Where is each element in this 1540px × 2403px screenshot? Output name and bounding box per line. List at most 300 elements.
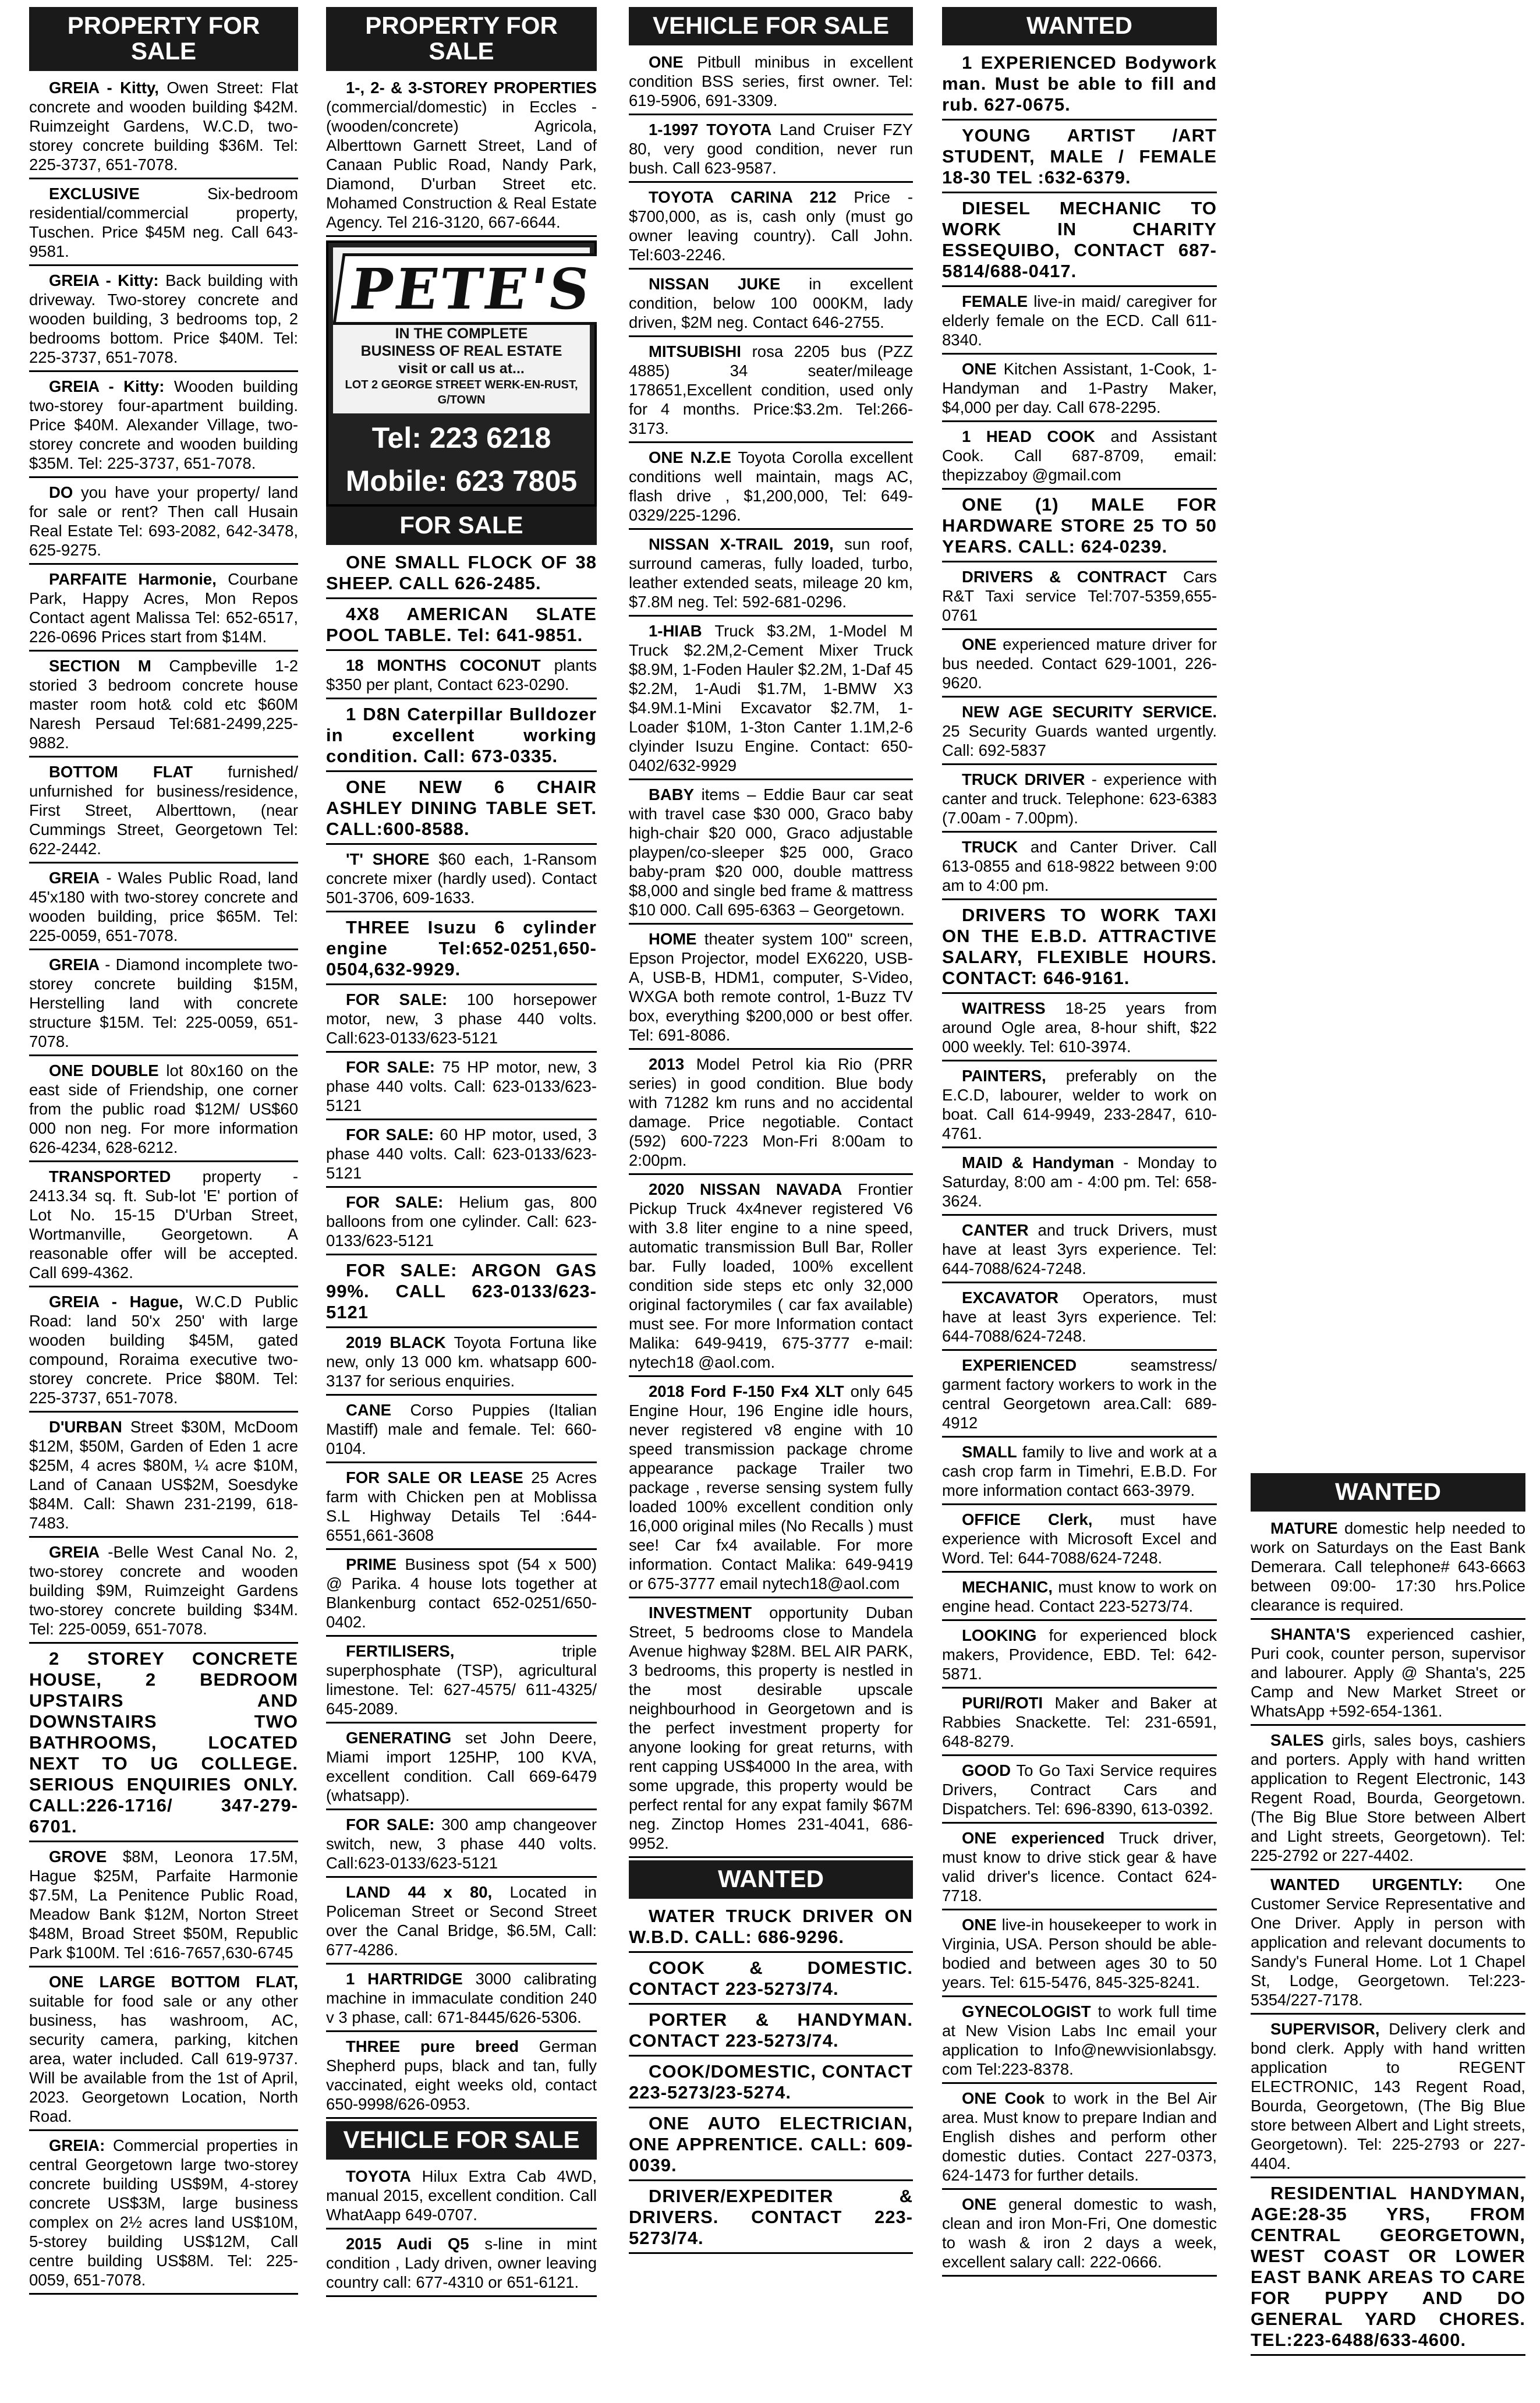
- ad-text: Helium gas, 800 balloons from one cylinder. Call: 623-0133/623-5121: [326, 1193, 597, 1250]
- classified-ad: [326, 601, 597, 651]
- ad-text: live-in housekeeper to work in Virginia, USA. Person should be able-bodied and between ages 30 to 50 years. Tel: 615-5476, 845-325-8241.: [942, 1916, 1217, 1991]
- ad-lead: 1 HEAD COOK: [962, 427, 1095, 445]
- ad-text: triple superphosphate (TSP), agricultural limestone. Tel: 627-4575/ 611-4325/ 645-2089.: [326, 1642, 597, 1718]
- ad-text: Cars R&T Taxi service Tel:707-5359,655-0761: [942, 568, 1217, 624]
- ad-lead: FOR SALE:: [346, 990, 448, 1008]
- ad-lead: ONE: [962, 360, 997, 378]
- ad-text: 75 HP motor, new, 3 phase 440 volts. Call: 623-0133/623-5121: [326, 1058, 597, 1114]
- ad-text: COOK/DOMESTIC, CONTACT 223-5273/23-5274.: [629, 2061, 913, 2103]
- classified-ad: [29, 374, 298, 478]
- classified-ad: [942, 1999, 1217, 2084]
- classified-ad: [326, 1398, 597, 1463]
- classified-ad: [29, 76, 298, 179]
- ad-text: Truck $3.2M, 1-Model M Truck $2.2M,2-Cement Mixer Truck $8.9M, 1-Foden Hauler $2.2M, 1-Daf 45 $2.2M, 1-Audi $1.7M, 1-BMW X3 $4.9M.1-Mini Excavator $2.7M, 1-Loader $10M, 1-3ton Canter 1.1M,2-6 clyinder Isuzu Engine. Contact: 650-0402/632-9929: [629, 622, 913, 774]
- ad-lead: ONE experienced: [962, 1829, 1105, 1847]
- ad-text: 1 D8N Caterpillar Bulldozer in excellent working condition. Call: 673-0335.: [326, 704, 597, 766]
- classified-ad: [629, 1379, 913, 1598]
- classified-ad: [942, 424, 1217, 490]
- ad-text: Located in Policeman Street or Second Street over the Canal Bridge, $6.5M, Call: 677-4286.: [326, 1883, 597, 1959]
- ad-text: live-in maid/ caregiver for elderly female on the ECD. Call 611-8340.: [942, 292, 1217, 349]
- classified-ad: [629, 1177, 913, 1377]
- ad-text: preferably on the E.C.D, labourer, welder to work on boat. Call 614-9949, 233-2847, 610-4761.: [942, 1067, 1217, 1142]
- ad-text: To Go Taxi Service requires Drivers, Contract Cars and Dispatchers. Tel: 696-8390, 613-0392.: [942, 1761, 1217, 1818]
- classified-ad: [29, 1970, 298, 2131]
- classified-ad: [29, 268, 298, 372]
- classified-ad: [326, 1880, 597, 1965]
- ad-text: plants $350 per plant, Contact 623-0290.: [326, 656, 597, 693]
- classified-ad: [629, 783, 913, 925]
- ad-text: ONE AUTO ELECTRICIAN, ONE APPRENTICE. CALL: 609-0039.: [629, 2113, 913, 2175]
- ad-text: $8M, Leonora 17.5M, Hague $25M, Parfaite Harmonie $7.5M, La Penitence Public Road, Meadow Bank $12M, Norton Street $48M, Broad Street $50M, Republic Park $100M. Tel :616-7657,630-6745: [29, 1848, 298, 1962]
- ad-lead: 'T' SHORE: [346, 850, 430, 868]
- classified-ad: [629, 2007, 913, 2057]
- ad-text: 18-25 years from around Ogle area, 8-hour shift, $22 000 weekly. Tel: 610-3974.: [942, 999, 1217, 1056]
- classified-ad: [1251, 1622, 1525, 1726]
- realtor-tagline-2: BUSINESS OF REAL ESTATE: [360, 343, 562, 359]
- classified-ad: [326, 2034, 597, 2119]
- classified-ad: [326, 1813, 597, 1878]
- ad-lead: PURI/ROTI: [962, 1694, 1043, 1712]
- ad-text: set John Deere, Miami import 125HP, 100 KVA, excellent condition. Call 669-6479 (whatsapp).: [326, 1729, 597, 1804]
- ad-text: 4X8 AMERICAN SLATE POOL TABLE. Tel: 641-9851.: [326, 604, 597, 645]
- ad-lead: 2020 NISSAN NAVADA: [649, 1180, 842, 1198]
- ad-text: DRIVER/EXPEDITER & DRIVERS. CONTACT 223-5273/74.: [629, 2186, 913, 2248]
- ad-text: to work full time at New Vision Labs Inc email your application to Info@newvisionlabsgy. com Tel:223-8378.: [942, 2002, 1217, 2078]
- column-3: [629, 7, 913, 2256]
- ad-lead: LAND 44 x 80,: [346, 1883, 493, 1901]
- ad-lead: DO: [49, 483, 73, 501]
- ad-text: theater system 100" screen, Epson Projector, model EX6220, USB-A, USB-B, HDM1, computer, S-Video, WXGA both remote control, 1-Buzz TV box, everything $200,000 or best offer. Tel: 691-8086.: [629, 930, 913, 1044]
- ad-lead: WANTED URGENTLY:: [1270, 1875, 1463, 1894]
- ad-text: W.C.D Public Road: land 50'x 250' with large wooden building $45M, gated compound, Roraima executive two- storey concrete. Price $80M. Tel: 225-3737, 651-7078.: [29, 1293, 298, 1407]
- ad-text: 1 EXPERIENCED Bodywork man. Must be able to fill and rub. 627-0675.: [942, 52, 1217, 115]
- classified-ad: [942, 50, 1217, 121]
- classified-ad: [29, 1165, 298, 1287]
- classified-ad: [629, 339, 913, 443]
- ad-text: domestic help needed to work on Saturdays on the East Bank Demerara. Call telephone# 643-6663 between 09:00- 17:30 hrs.Police clearance is required.: [1251, 1519, 1525, 1614]
- ad-text: Price - $700,000, as is, cash only (must go owner leaving country). Call John. Tel:603-2246.: [629, 188, 913, 264]
- ad-lead: EXCAVATOR: [962, 1289, 1059, 1307]
- classified-ad: [29, 1290, 298, 1413]
- ad-text: ONE (1) MALE FOR HARDWARE STORE 25 TO 50 YEARS. CALL: 624-0239.: [942, 494, 1217, 557]
- classified-ad: [326, 847, 597, 912]
- ad-text: - Diamond incomplete two-storey concrete building $15M, Herstelling land with concrete structure $15M. Tel: 225-0059, 651-7078.: [29, 955, 298, 1050]
- classified-ad: [942, 767, 1217, 833]
- ad-lead: FOR SALE OR LEASE: [346, 1468, 523, 1487]
- ad-lead: TRANSPORTED: [49, 1167, 171, 1185]
- ad-lead: GOOD: [962, 1761, 1011, 1779]
- ad-text: 2 STOREY CONCRETE HOUSE, 2 BEDROOM UPSTAIRS AND DOWNSTAIRS TWO BATHROOMS, LOCATED NEXT TO UG COLLEGE. SERIOUS ENQUIRIES ONLY. CALL:226-1716/ 347-279-6701.: [29, 1648, 298, 1836]
- ad-text: FOR SALE: ARGON GAS 99%. CALL 623-0133/623-5121: [326, 1260, 597, 1322]
- section-heading: VEHICLE FOR SALE: [326, 2121, 597, 2160]
- ad-lead: ONE: [962, 635, 997, 653]
- ad-text: ONE SMALL FLOCK OF 38 SHEEP. CALL 626-2485.: [326, 552, 597, 593]
- classified-ad: [942, 1286, 1217, 1351]
- realtor-advert: [326, 240, 597, 507]
- classified-ad: [629, 1601, 913, 1858]
- ad-lead: PAINTERS,: [962, 1067, 1046, 1085]
- ad-text: you have your property/ land for sale or rent? Then call Husain Real Estate Tel: 693-2082, 642-3478, 625-9275.: [29, 483, 298, 559]
- classified-ad: [629, 927, 913, 1050]
- ad-text: Kitchen Assistant, 1-Cook, 1-Handyman and 1-Pastry Maker, $4,000 per day. Call 678-2295.: [942, 360, 1217, 416]
- ad-lead: GREIA: [49, 1543, 100, 1561]
- classified-ad: [326, 702, 597, 772]
- section-heading: WANTED: [1251, 1473, 1525, 1512]
- classified-ad: [942, 632, 1217, 698]
- ad-text: must know to work on engine head. Contact 223-5273/74.: [942, 1578, 1217, 1615]
- classified-ad: [29, 182, 298, 266]
- ad-lead: ONE LARGE BOTTOM FLAT,: [49, 1973, 298, 1991]
- ad-lead: ONE: [649, 53, 684, 71]
- classified-ad: [326, 1552, 597, 1637]
- ad-lead: FEMALE: [962, 292, 1028, 310]
- ad-text: PORTER & HANDYMAN. CONTACT 223-5273/74.: [629, 2009, 913, 2051]
- classified-ad: [29, 1540, 298, 1644]
- ad-lead: GREIA: [49, 869, 100, 887]
- classified-ad: [326, 550, 597, 599]
- ad-text: general domestic to wash, clean and iron Mon-Fri, One domestic to wash & iron 2 days a week, excellent salary call: 222-0666.: [942, 2195, 1217, 2271]
- section-heading: FOR SALE: [326, 507, 597, 545]
- classified-ad: [942, 1151, 1217, 1216]
- ad-text: seamstress/ garment factory workers to work in the central Georgetown area.Call: 689-4912: [942, 1356, 1217, 1432]
- ad-text: Model Petrol kia Rio (PRR series) in good condition. Blue body with 71282 km runs and no accidental damage. Price negotiable. Contact (592) 600-7223 Mon-Fri 8:00am to 2:00pm.: [629, 1055, 913, 1169]
- classified-ad: [326, 1123, 597, 1188]
- realtor-mobile: Mobile: 623 7805: [345, 465, 578, 497]
- ad-lead: SHANTA'S: [1270, 1625, 1351, 1643]
- section-heading: PROPERTY FOR SALE: [326, 7, 597, 71]
- classified-ad: [29, 953, 298, 1056]
- classified-ad: [326, 2232, 597, 2297]
- ad-text: and Assistant Cook. Call 687-8709, email: thepizzaboy @gmail.com: [942, 427, 1217, 484]
- ad-lead: GENERATING: [346, 1729, 452, 1747]
- ad-text: 100 horsepower motor, new, 3 phase 440 volts. Call:623-0133/623-5121: [326, 990, 597, 1047]
- ad-text: experienced mature driver for bus needed. Contact 629-1001, 226-9620.: [942, 635, 1217, 692]
- ad-lead: SUPERVISOR,: [1270, 2020, 1380, 2038]
- ad-lead: GREIA - Kitty:: [49, 271, 159, 289]
- ad-lead: DRIVERS & CONTRACT: [962, 568, 1167, 586]
- realtor-tagline-1: IN THE COMPLETE: [395, 325, 528, 342]
- ad-lead: MITSUBISHI: [649, 342, 741, 360]
- ad-text: 25 Security Guards wanted urgently. Call: 692-5837: [942, 722, 1217, 759]
- classified-ad: [326, 1330, 597, 1396]
- classified-ad: [942, 1691, 1217, 1756]
- ad-lead: MECHANIC,: [962, 1578, 1053, 1596]
- ad-text: property - 2413.34 sq. ft. Sub-lot 'E' portion of Lot No. 15-15 D'Urban Street, Wortmanville, Georgetown. A reasonable offer will be accepted. Call 699-4362.: [29, 1167, 298, 1282]
- ad-lead: MAID & Handyman: [962, 1153, 1114, 1172]
- ad-text: Hilux Extra Cab 4WD, manual 2015, excellent condition. Call WhatAapp 649-0707.: [326, 2167, 597, 2224]
- classified-ad: [326, 1726, 597, 1810]
- ad-lead: FOR SALE:: [346, 1126, 434, 1144]
- ad-text: German Shepherd pups, black and tan, fully vaccinated, eight weeks old, contact 650-9998/626-0953.: [326, 2037, 597, 2113]
- classified-ad: [326, 1466, 597, 1550]
- classified-ad: [629, 445, 913, 530]
- section-heading: WANTED: [629, 1860, 913, 1899]
- ad-text: Delivery clerk and bond clerk. Apply with hand written application to REGENT ELECTRONIC, 143 Regent Road, Bourda, Georgetown, (The Big Blue store between Albert and Light streets, Georgetown). Tel: 225-2793 or 227-4404.: [1251, 2020, 1525, 2172]
- ad-text: 25 Acres farm with Chicken pen at Moblissa S.L Highway Details Tel :644-6551,661-3608: [326, 1468, 597, 1544]
- ad-lead: GREIA - Kitty:: [49, 377, 165, 395]
- ad-lead: 2018 Ford F-150 Fx4 XLT: [649, 1382, 844, 1400]
- ad-text: Toyota Corolla excellent conditions well maintain, mags AC, flash drive , $1,200,000, Tel: 649-0329/225-1296.: [629, 448, 913, 524]
- classified-ad: [942, 1440, 1217, 1505]
- classified-ad: [326, 2164, 597, 2229]
- classified-ad: [326, 988, 597, 1053]
- ad-lead: ONE DOUBLE: [49, 1061, 159, 1080]
- ad-lead: EXCLUSIVE: [49, 185, 140, 203]
- ad-lead: INVESTMENT: [649, 1604, 752, 1622]
- ad-lead: 1-1997 TOYOTA: [649, 121, 772, 139]
- ad-lead: ONE: [962, 2195, 997, 2213]
- classified-ad: [629, 185, 913, 270]
- classified-ad: [942, 123, 1217, 193]
- classified-ad: [942, 1064, 1217, 1148]
- ad-text: Corso Puppies (Italian Mastiff) male and female. Tel: 660-0104.: [326, 1401, 597, 1457]
- classified-ad: [1251, 1873, 1525, 2015]
- ad-lead: 1 HARTRIDGE: [346, 1970, 463, 1988]
- ad-text: items – Eddie Baur car seat with travel case $30 000, Graco baby high-chair $20 000, Graco adjustable playpen/co-sleeper $25 000, Graco baby-pram $20 000, double mattress $8,000 and single bed frame & mattress $10 000. Call 695-6363 – Georgetown.: [629, 785, 913, 919]
- ad-text: YOUNG ARTIST /ART STUDENT, MALE / FEMALE 18-30 TEL :632-6379.: [942, 125, 1217, 187]
- classified-ad: [326, 1055, 597, 1120]
- ad-lead: CANTER: [962, 1221, 1029, 1239]
- ad-text: Owen Street: Flat concrete and wooden building $42M. Ruimzeight Gardens, W.C.D, two-storey concrete building $36M. Tel: 225-3737, 651-7078.: [29, 79, 298, 174]
- classified-ad: [629, 2183, 913, 2254]
- ad-lead: GREIA - Kitty,: [49, 79, 159, 97]
- ad-lead: SECTION M: [49, 657, 151, 675]
- ad-text: 3000 calibrating machine in immaculate condition 240 v 3 phase, call: 671-8445/626-5306.: [326, 1970, 597, 2026]
- ad-lead: FOR SALE:: [346, 1815, 435, 1834]
- ad-lead: NISSAN JUKE: [649, 275, 781, 293]
- ad-text: Back building with driveway. Two-storey concrete and wooden building, 3 bedrooms top, 2 bedrooms bottom. Price $40M. Tel: 225-3737, 651-7078.: [29, 271, 298, 366]
- ad-text: DRIVERS TO WORK TAXI ON THE E.B.D. ATTRACTIVE SALARY, FLEXIBLE HOURS. CONTACT: 646-9161.: [942, 905, 1217, 988]
- ad-lead: TOYOTA CARINA 212: [649, 188, 837, 206]
- classified-ad: [942, 1758, 1217, 1824]
- ad-lead: 1-HIAB: [649, 622, 702, 640]
- realtor-logo-panel: [333, 247, 596, 413]
- ad-text: s-line in mint condition , Lady driven, owner leaving country call: 677-4310 or 651-6121.: [326, 2235, 597, 2291]
- ad-lead: THREE pure breed: [346, 2037, 519, 2055]
- section-heading: VEHICLE FOR SALE: [629, 7, 913, 45]
- ad-text: 60 HP motor, used, 3 phase 440 volts. Call: 623-0133/623-5121: [326, 1126, 597, 1182]
- ad-lead: ONE Cook: [962, 2089, 1045, 2107]
- ad-text: Campbeville 1-2 storied 3 bedroom concrete house master room hot& cold etc $60M Naresh Persaud Tel:681-2499,225-9882.: [29, 657, 298, 752]
- classified-ad: [942, 492, 1217, 562]
- realtor-telephone: Tel: 223 6218: [371, 422, 551, 454]
- ad-text: Street $30M, McDoom $12M, $50M, Garden of Eden 1 acre $25M, 4 acres $80M, ¼ acre $10M, Land of Canaan US$2M, Soesdyke $84M. Call: Shawn 231-2199, 618-7483.: [29, 1418, 298, 1532]
- classified-ad: [942, 996, 1217, 1061]
- ad-text: Land Cruiser FZY 80, very good condition, never run bush. Call 623-9587.: [629, 121, 913, 177]
- ad-text: Courbane Park, Happy Acres, Mon Repos Contact agent Malissa Tel: 652-6517, 226-0696 Prices start from $14M.: [29, 570, 298, 646]
- ad-lead: GREIA:: [49, 2136, 105, 2154]
- ad-text: family to live and work at a cash crop farm in Timehri, E.B.D. For more information contact 663-3979.: [942, 1443, 1217, 1499]
- ad-lead: MATURE: [1270, 1519, 1338, 1537]
- ad-lead: D'URBAN: [49, 1418, 122, 1436]
- ad-text: $60 each, 1-Ransom concrete mixer (hardly used). Contact 501-3706, 609-1633.: [326, 850, 597, 907]
- column-2: [326, 7, 597, 2299]
- ad-lead: PARFAITE Harmonie,: [49, 570, 217, 588]
- classified-ad: [29, 2133, 298, 2295]
- ad-lead: BABY: [649, 785, 694, 804]
- classified-ad: [29, 1415, 298, 1538]
- classified-ad: [629, 532, 913, 617]
- realtor-tagline-3: visit or call us at...: [398, 360, 525, 377]
- ad-text: Six-bedroom residential/commercial property, Tuschen. Price $45M neg. Call 643-9581.: [29, 185, 298, 260]
- ad-text: Truck driver, must know to drive stick gear & have valid driver's licence. Contact 624-7718.: [942, 1829, 1217, 1905]
- ad-text: (commercial/domestic) in Eccles - (wooden/concrete) Agricola, Alberttown Garnett Street, Land of Canaan Public Road, Nandy Park, Diamond, D'urban Street etc. Mohamed Construction & Real Estate Agency. Tel 216-3120, 667-6644.: [326, 98, 597, 231]
- classified-ad: [326, 915, 597, 985]
- ad-lead: EXPERIENCED: [962, 1356, 1077, 1374]
- ad-text: in excellent condition, below 100 000KM, lady driven, $2M neg. Contact 646-2755.: [629, 275, 913, 331]
- classified-ad: [629, 2059, 913, 2108]
- ad-text: - experience with canter and truck. Telephone: 623-6383 (7.00am - 7.00pm).: [942, 770, 1217, 827]
- ad-text: RESIDENTIAL HANDYMAN, AGE:28-35 YRS, FROM CENTRAL GEORGETOWN, WEST COAST OR LOWER EAST BANK AREAS TO CARE FOR PUPPY AND DO GENERAL YARD CHORES. TEL:223-6488/633-4600.: [1251, 2183, 1525, 2350]
- ad-lead: ONE N.Z.E: [649, 448, 731, 466]
- ad-text: 300 amp changeover switch, new, 3 phase 440 volts. Call:623-0133/623-5121: [326, 1815, 597, 1872]
- ad-text: only 645 Engine Hour, 196 Engine idle hours, never registered v8 engine with 10 speed transmission package chrome appearance package Trailer two package , reverse sensing system fully loaded 100% excellent condition only 16,000 original miles (No Recalls ) must see! Car fx4 available. For more information. Contact Malika: 649-9419 or 675-3777 email nytech18@aol.com: [629, 1382, 913, 1592]
- ad-lead: 2013: [649, 1055, 685, 1073]
- ad-lead: NISSAN X-TRAIL 2019,: [649, 535, 834, 553]
- ad-lead: 1-, 2- & 3-STOREY PROPERTIES: [346, 79, 597, 97]
- ad-text: Wooden building two-storey four-apartment building. Price $40M. Alexander Village, two-storey concrete and wooden building $35M. Tel: 225-3737, 651-7078.: [29, 377, 298, 472]
- classified-ad: [942, 700, 1217, 765]
- classified-ad: [629, 118, 913, 183]
- ad-text: -Belle West Canal No. 2, two-storey concrete and wooden building $9M, Ruimzeight Gardens two-storey concrete building $34M. Tel: 225-0059, 651-7078.: [29, 1543, 298, 1638]
- ad-text: Operators, must have at least 3yrs experience. Tel: 644-7088/624-7248.: [942, 1289, 1217, 1345]
- ad-text: Frontier Pickup Truck 4x4never registered V6 with 3.8 liter engine to a nine speed, automatic transmission Bull Bar, Roller bar. Fully loaded, 100% excellent condition side steps etc only 32,000 original factorymiles ( car fax available) must see. For more Information contact Malika: 649-9419, 675-3777 e-mail: nytech18 @aol.com.: [629, 1180, 913, 1371]
- classified-ad: [942, 1218, 1217, 1283]
- ad-lead: OFFICE Clerk,: [962, 1510, 1093, 1528]
- ad-lead: 2015 Audi Q5: [346, 2235, 469, 2253]
- classified-ad: [29, 567, 298, 652]
- classified-ad: [29, 654, 298, 758]
- classified-ad: [629, 1903, 913, 1953]
- classified-ad: [326, 1190, 597, 1255]
- classified-ad: [326, 1639, 597, 1723]
- classified-ad: [29, 866, 298, 950]
- classified-ad: [629, 272, 913, 337]
- ad-text: COOK & DOMESTIC. CONTACT 223-5273/74.: [629, 1958, 913, 1999]
- classified-ad: [326, 1967, 597, 2032]
- ad-text: opportunity Duban Street, 5 bedrooms close to Mandela Avenue highway $28M. BEL AIR PARK, 3 bedrooms, this property is nestled in the most desirable upscale neighbourhood in Georgetown and is the perfect investment property for anyone looking for great returns, with rent capping US$4000 In the area, with some upgrade, this property would be perfect rental for any expat family $67M neg. Zinctop Homes 231-4041, 686-9952.: [629, 1604, 913, 1852]
- ad-lead: NEW AGE SECURITY SERVICE.: [962, 703, 1217, 721]
- column-4: [942, 7, 1217, 2279]
- realtor-address: LOT 2 GEORGE STREET WERK-EN-RUST, G/TOWN: [345, 378, 578, 406]
- classified-ad: [629, 50, 913, 115]
- classified-ad: [942, 1575, 1217, 1621]
- classified-ad: [942, 1353, 1217, 1438]
- classified-ad: [29, 1646, 298, 1842]
- classified-ad: [942, 903, 1217, 994]
- ad-lead: FOR SALE:: [346, 1058, 435, 1076]
- classified-ad: [326, 774, 597, 845]
- classified-ad: [942, 1913, 1217, 1997]
- ad-text: furnished/ unfurnished for business/residence, First Street, Alberttown, (near Cummings Street, Georgetown Tel: 622-2442.: [29, 763, 298, 858]
- ad-lead: SALES: [1270, 1731, 1324, 1749]
- classified-ad: [1251, 2017, 1525, 2178]
- classified-ad: [942, 2086, 1217, 2190]
- ad-text: sun roof, surround cameras, fully loaded, turbo, leather extended seats, mileage 20 km, $7.8M neg. Tel: 592-681-0296.: [629, 535, 913, 611]
- classified-ad: [942, 1826, 1217, 1910]
- classified-ad: [942, 357, 1217, 422]
- ad-lead: 18 MONTHS COCONUT: [346, 656, 541, 674]
- ad-lead: TOYOTA: [346, 2167, 412, 2185]
- classified-ad: [1251, 2181, 1525, 2356]
- classified-ad: [1251, 1516, 1525, 1620]
- classified-ad: [29, 1845, 298, 1967]
- classified-ad: [942, 196, 1217, 287]
- column-5-blank-space: [1251, 7, 1525, 1473]
- ad-text: Commercial properties in central Georgetown large two-storey concrete building US$9M, 4-storey concrete US$3M, large business complex on 2½ acres land US$10M, 5-storey building US$12M, Call centre building US$8M. Tel: 225-0059, 651-7078.: [29, 2136, 298, 2289]
- ad-lead: PRIME: [346, 1555, 397, 1573]
- ad-text: WATER TRUCK DRIVER ON W.B.D. CALL: 686-9296.: [629, 1906, 913, 1947]
- classified-ad: [942, 565, 1217, 630]
- classified-ad: [29, 760, 298, 863]
- classified-ad: [629, 2111, 913, 2181]
- ad-lead: GYNECOLOGIST: [962, 2002, 1091, 2020]
- ad-text: Maker and Baker at Rabbies Snackette. Tel: 231-6591, 648-8279.: [942, 1694, 1217, 1750]
- classified-ad: [629, 1955, 913, 2005]
- ad-lead: WAITRESS: [962, 999, 1046, 1017]
- classified-ad: [942, 289, 1217, 355]
- column-1: [29, 7, 298, 2297]
- ad-lead: TRUCK: [962, 838, 1018, 856]
- ad-text: Business spot (54 x 500) @ Parika. 4 house lots together at Blankenburg contact 652-0251/650-0402.: [326, 1555, 597, 1631]
- ad-text: Pitbull minibus in excellent condition BSS series, first owner. Tel: 619-5906, 691-3309.: [629, 53, 913, 109]
- ad-lead: GREIA: [49, 955, 100, 974]
- ad-text: Toyota Fortuna like new, only 13 000 km. whatsapp 600-3137 for serious enquiries.: [326, 1333, 597, 1390]
- ad-lead: TRUCK DRIVER: [962, 770, 1085, 788]
- ad-text: girls, sales boys, cashiers and porters. Apply with hand written application to Regent Electronic, 143 Regent Road, Bourda, Georgetown. (The Big Blue Store between Albert and Light streets, Georgetown). Tel: 225-2792 or 227-4402.: [1251, 1731, 1525, 1864]
- ad-text: THREE Isuzu 6 cylinder engine Tel:652-0251,650-0504,632-9929.: [326, 917, 597, 979]
- column-5: [1251, 7, 1525, 2358]
- ad-text: ONE NEW 6 CHAIR ASHLEY DINING TABLE SET. CALL:600-8588.: [326, 777, 597, 839]
- realtor-logo: PETE'S: [332, 253, 597, 325]
- ad-text: for experienced block makers, Providence, EBD. Tel: 642-5871.: [942, 1626, 1217, 1683]
- ad-lead: FOR SALE:: [346, 1193, 444, 1211]
- ad-lead: 2019 BLACK: [346, 1333, 446, 1351]
- classified-ad: [942, 2192, 1217, 2277]
- classified-ad: [29, 480, 298, 565]
- classified-ad: [326, 653, 597, 699]
- ad-lead: BOTTOM FLAT: [49, 763, 193, 781]
- ad-lead: SMALL: [962, 1443, 1017, 1461]
- ad-text: rosa 2205 bus (PZZ 4885) 34 seater/mileage 178651,Excellent condition, used only for 4 months. Price:$3.2m. Tel:266-3173.: [629, 342, 913, 437]
- ad-text: DIESEL MECHANIC TO WORK IN CHARITY ESSEQUIBO, CONTACT 687-5814/688-0417.: [942, 198, 1217, 281]
- ad-text: experienced cashier, Puri cook, counter person, supervisor and labourer. Apply @ Shanta's, 225 Camp and New Market Street or WhatsApp +592-654-1361.: [1251, 1625, 1525, 1720]
- classified-ad: [29, 1059, 298, 1162]
- ad-text: - Monday to Saturday, 8:00 am - 4:00 pm. Tel: 658-3624.: [942, 1153, 1217, 1210]
- ad-text: - Wales Public Road, land 45'x180 with two-storey concrete and wooden building, price $65M. Tel: 225-0059, 651-7078.: [29, 869, 298, 944]
- classified-ad: [942, 835, 1217, 900]
- ad-text: and truck Drivers, must have at least 3yrs experience. Tel: 644-7088/624-7248.: [942, 1221, 1217, 1277]
- classified-ad: [326, 1258, 597, 1328]
- ad-lead: HOME: [649, 930, 697, 948]
- section-heading: PROPERTY FOR SALE: [29, 7, 298, 71]
- ad-lead: ONE: [962, 1916, 997, 1934]
- ad-text: to work in the Bel Air area. Must know to prepare Indian and English dishes and perform other domestic duties. Contact 227-0373, 624-1473 for further details.: [942, 2089, 1217, 2184]
- ad-lead: LOOKING: [962, 1626, 1037, 1644]
- ad-text: must have experience with Microsoft Excel and Word. Tel: 644-7088/624-7248.: [942, 1510, 1217, 1567]
- ad-text: and Canter Driver. Call 613-0855 and 618-9822 between 9:00 am to 4:00 pm.: [942, 838, 1217, 894]
- ad-lead: FERTILISERS,: [346, 1642, 455, 1660]
- ad-lead: CANE: [346, 1401, 391, 1419]
- ad-text: One Customer Service Representative and One Driver. Apply in person with application and relevant documents to Sandy's Funeral Home. Lot 1 Chapel St, Lodge, Georgetown. Tel:223-5354/227-7178.: [1251, 1875, 1525, 2009]
- classified-ad: [629, 619, 913, 780]
- ad-lead: GREIA - Hague,: [49, 1293, 183, 1311]
- ad-lead: GROVE: [49, 1848, 107, 1866]
- ad-text: lot 80x160 on the east side of Friendship, one corner from the public road $12M/ US$60 000 non neg. For more information 626-4234, 628-6212.: [29, 1061, 298, 1156]
- classified-ad: [326, 76, 597, 237]
- classified-ad: [1251, 1728, 1525, 1870]
- section-heading: WANTED: [942, 7, 1217, 45]
